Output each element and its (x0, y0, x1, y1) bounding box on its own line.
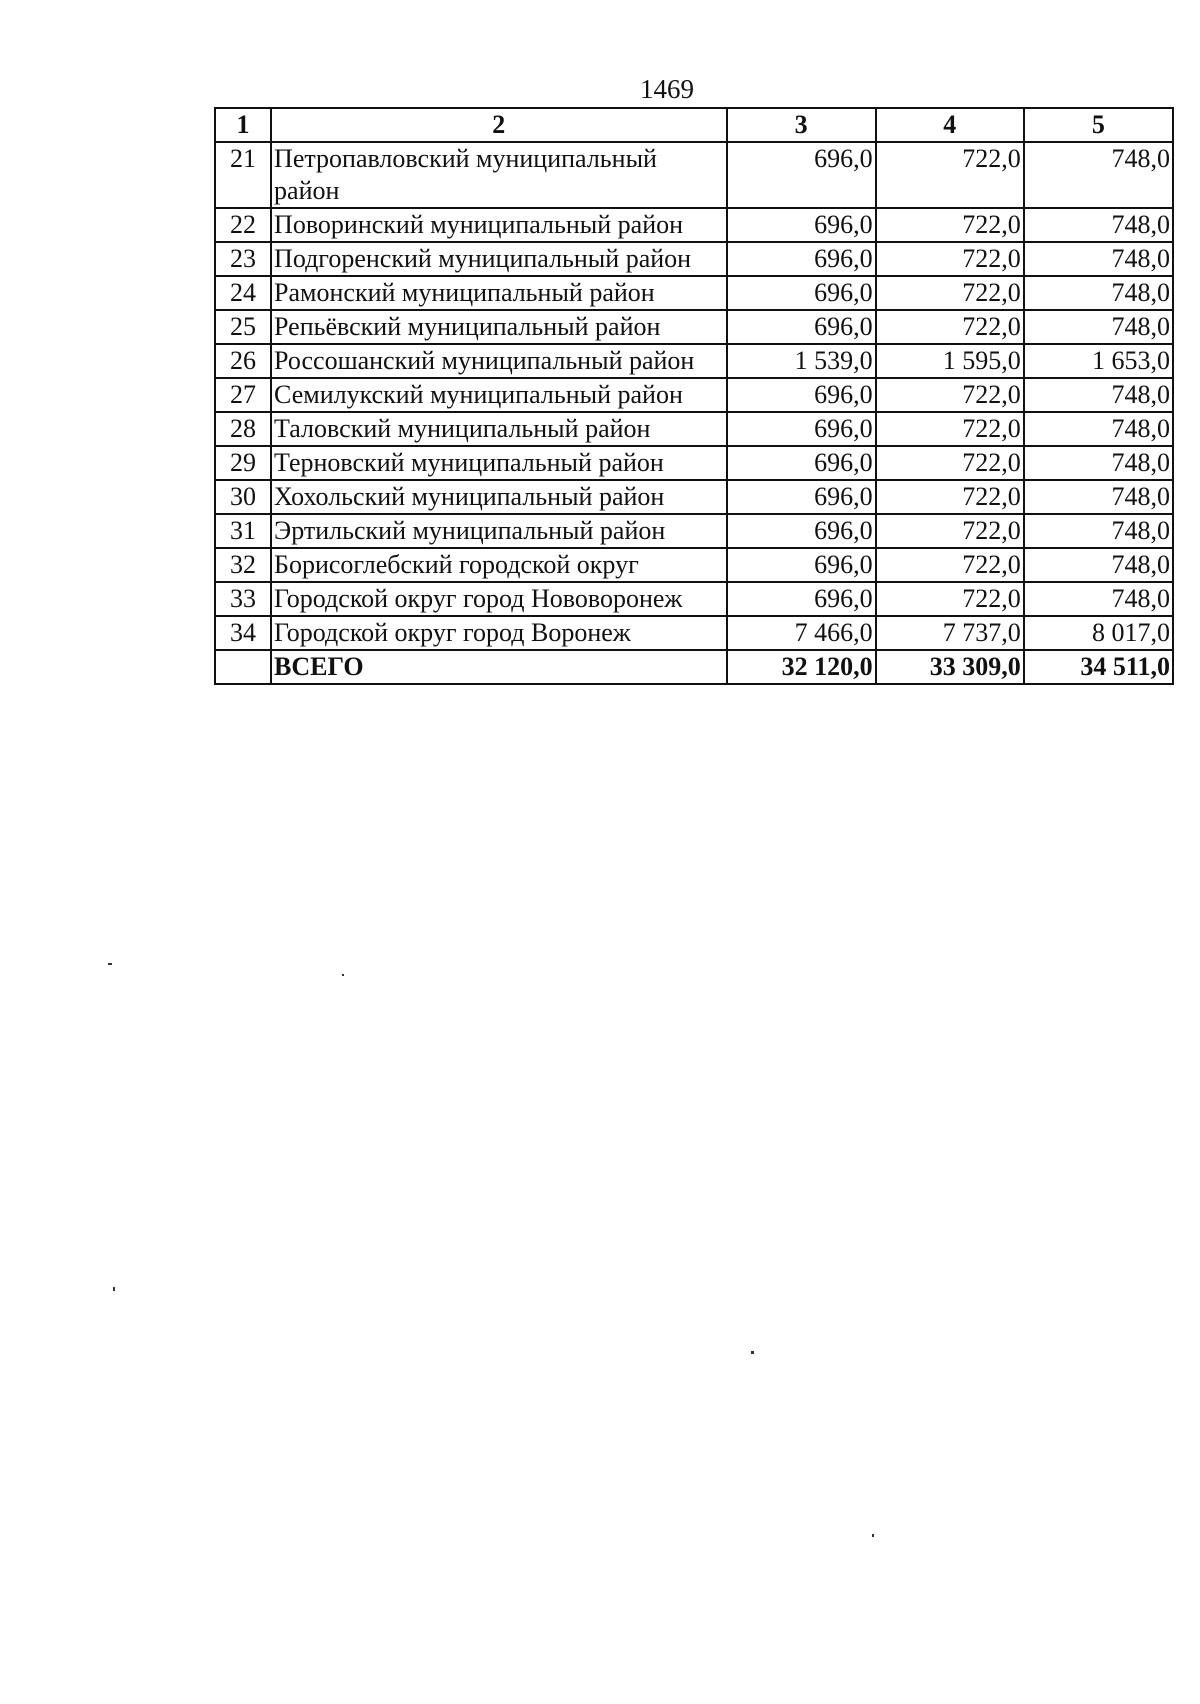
value-col-5: 748,0 (1024, 480, 1173, 514)
scan-speck (872, 1534, 874, 1537)
value-col-4: 722,0 (876, 310, 1024, 344)
value-col-5: 748,0 (1024, 412, 1173, 446)
value-col-3: 696,0 (727, 242, 876, 276)
table-row (215, 344, 1173, 378)
value-col-5: 748,0 (1024, 548, 1173, 582)
municipality-name: Эртильский муниципальный район (271, 514, 726, 548)
value-col-4: 722,0 (876, 276, 1024, 310)
municipality-name: Терновский муниципальный район (271, 446, 726, 480)
value-col-3: 7 466,0 (727, 616, 876, 650)
value-col-5: 748,0 (1024, 142, 1173, 208)
value-col-4: 722,0 (876, 582, 1024, 616)
table-row (215, 142, 1173, 208)
municipality-name: Борисоглебский городской округ (271, 548, 726, 582)
total-row (215, 650, 1173, 684)
row-number: 25 (215, 310, 271, 344)
value-col-5: 1 653,0 (1024, 344, 1173, 378)
value-col-3: 696,0 (727, 276, 876, 310)
value-col-4: 722,0 (876, 480, 1024, 514)
total-col-5: 34 511,0 (1024, 650, 1173, 684)
allocation-table (214, 107, 1174, 685)
municipality-name: Репьёвский муниципальный район (271, 310, 726, 344)
value-col-3: 696,0 (727, 378, 876, 412)
value-col-5: 748,0 (1024, 378, 1173, 412)
value-col-5: 748,0 (1024, 208, 1173, 242)
municipality-name: Россошанский муниципальный район (271, 344, 726, 378)
municipality-name: Городской округ город Нововоронеж (271, 582, 726, 616)
value-col-4: 722,0 (876, 446, 1024, 480)
value-col-4: 722,0 (876, 514, 1024, 548)
row-number: 26 (215, 344, 271, 378)
total-label: ВСЕГО (271, 650, 726, 684)
value-col-3: 696,0 (727, 514, 876, 548)
table-row (215, 582, 1173, 616)
scan-speck (751, 1351, 754, 1354)
page-number: 1469 (640, 74, 694, 104)
row-number: 30 (215, 480, 271, 514)
value-col-3: 696,0 (727, 548, 876, 582)
value-col-3: 696,0 (727, 208, 876, 242)
value-col-4: 722,0 (876, 412, 1024, 446)
row-number: 24 (215, 276, 271, 310)
value-col-4: 722,0 (876, 208, 1024, 242)
header-cell-3: 3 (727, 108, 876, 142)
row-number: 32 (215, 548, 271, 582)
table-row (215, 378, 1173, 412)
value-col-4: 7 737,0 (876, 616, 1024, 650)
value-col-3: 696,0 (727, 480, 876, 514)
value-col-4: 722,0 (876, 242, 1024, 276)
municipality-name: Петропавловский муниципальный район (271, 142, 726, 208)
value-col-4: 722,0 (876, 378, 1024, 412)
total-col-3: 32 120,0 (727, 650, 876, 684)
value-col-5: 748,0 (1024, 514, 1173, 548)
scan-speck (342, 974, 344, 976)
total-row-number (215, 650, 271, 684)
table-row (215, 616, 1173, 650)
header-row (215, 108, 1173, 142)
row-number: 33 (215, 582, 271, 616)
row-number: 28 (215, 412, 271, 446)
row-number: 34 (215, 616, 271, 650)
value-col-5: 748,0 (1024, 310, 1173, 344)
table-row (215, 480, 1173, 514)
table-row (215, 412, 1173, 446)
scan-speck (108, 963, 112, 965)
municipality-name: Рамонский муниципальный район (271, 276, 726, 310)
value-col-3: 696,0 (727, 310, 876, 344)
total-col-4: 33 309,0 (876, 650, 1024, 684)
scan-speck (113, 1287, 115, 1291)
row-number: 23 (215, 242, 271, 276)
header-cell-1: 1 (215, 108, 271, 142)
value-col-5: 748,0 (1024, 446, 1173, 480)
table-row (215, 310, 1173, 344)
table-row (215, 548, 1173, 582)
value-col-3: 696,0 (727, 582, 876, 616)
row-number: 29 (215, 446, 271, 480)
value-col-4: 722,0 (876, 142, 1024, 208)
row-number: 22 (215, 208, 271, 242)
row-number: 27 (215, 378, 271, 412)
row-number: 31 (215, 514, 271, 548)
value-col-3: 696,0 (727, 412, 876, 446)
value-col-4: 1 595,0 (876, 344, 1024, 378)
row-number: 21 (215, 142, 271, 208)
header-cell-5: 5 (1024, 108, 1173, 142)
value-col-3: 1 539,0 (727, 344, 876, 378)
header-cell-4: 4 (876, 108, 1024, 142)
value-col-5: 8 017,0 (1024, 616, 1173, 650)
value-col-3: 696,0 (727, 446, 876, 480)
header-cell-2: 2 (271, 108, 726, 142)
table-row (215, 446, 1173, 480)
municipality-name: Хохольский муниципальный район (271, 480, 726, 514)
value-col-5: 748,0 (1024, 582, 1173, 616)
table-row (215, 514, 1173, 548)
table-row (215, 242, 1173, 276)
value-col-5: 748,0 (1024, 242, 1173, 276)
value-col-4: 722,0 (876, 548, 1024, 582)
municipality-name: Городской округ город Воронеж (271, 616, 726, 650)
value-col-3: 696,0 (727, 142, 876, 208)
table-row (215, 208, 1173, 242)
municipality-name: Подгоренский муниципальный район (271, 242, 726, 276)
municipality-name: Семилукский муниципальный район (271, 378, 726, 412)
value-col-5: 748,0 (1024, 276, 1173, 310)
municipality-name: Поворинский муниципальный район (271, 208, 726, 242)
table-row (215, 276, 1173, 310)
municipality-name: Таловский муниципальный район (271, 412, 726, 446)
